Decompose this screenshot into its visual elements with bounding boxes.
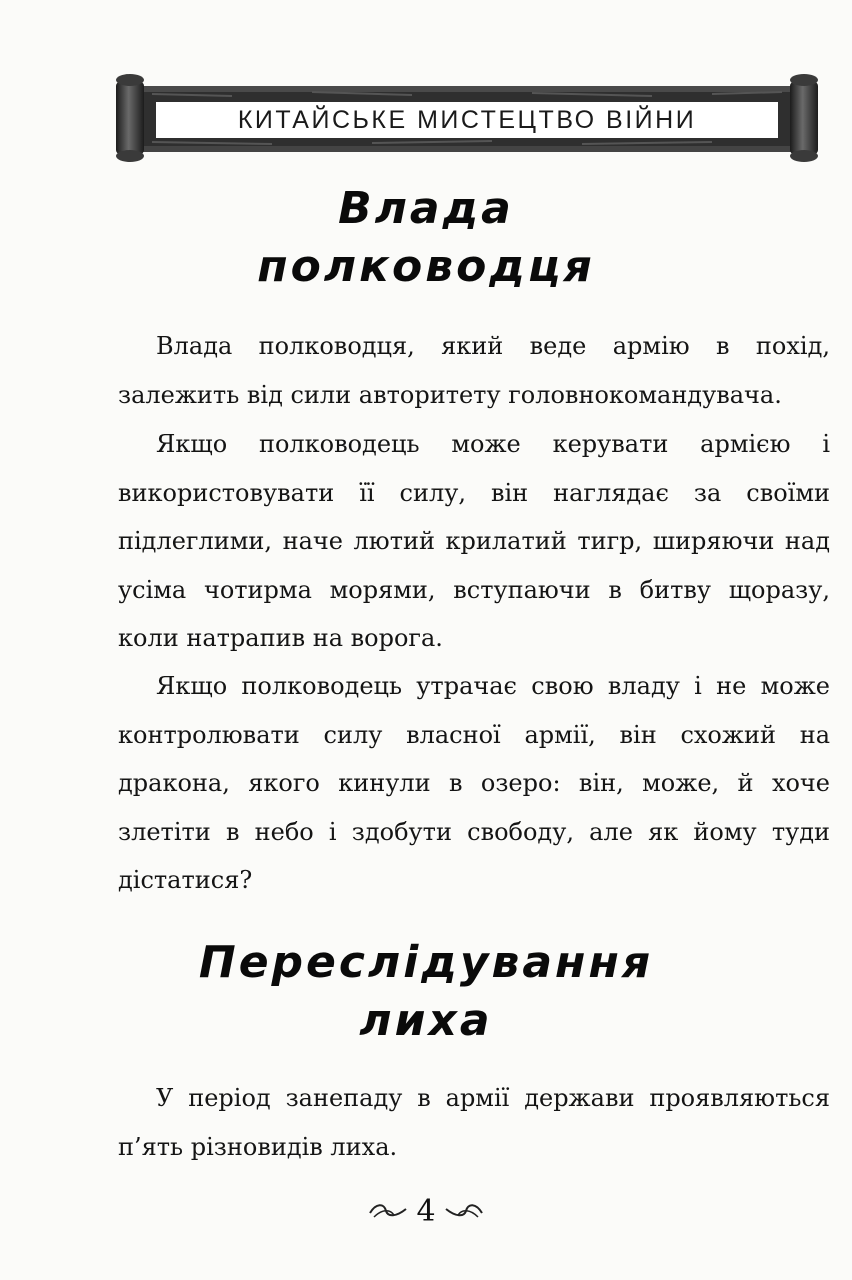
- paragraph: Якщо полководець утрачає свою владу і не може контролювати силу власної армії, він схожий на дракона, якого кинули в озеро: він, може, й хоче злетіти в небо і здобути свободу, але як йому туди дістатися?: [118, 672, 830, 894]
- header-scroll-banner: [112, 72, 822, 164]
- page-number: 4: [416, 1193, 436, 1229]
- swirl-left-icon: [368, 1201, 408, 1221]
- section-heading-peresliduvannia: [0, 934, 852, 1050]
- paragraph: Влада полководця, який веде армію в похід, залежить від сили авторитету головнокомандувача.: [118, 332, 830, 409]
- section-heading-vlada: [0, 180, 852, 296]
- running-header-title: КИТАЙСЬКЕ МИСТЕЦТВО ВІЙНИ: [156, 102, 778, 138]
- paragraph: У період занепаду в армії держави проявляються п’ять різновидів лиха.: [118, 1084, 830, 1161]
- swirl-right-icon: [444, 1201, 484, 1221]
- paragraph: Якщо полководець може керувати армією і використовувати її силу, він наглядає за своїми підлеглими, наче лютий крилатий тигр, ширяючи над усіма чотирма морями, вступаючи в битву щоразу, коли натрапив на ворога.: [118, 430, 830, 652]
- heading-line: полководця: [257, 241, 595, 292]
- heading-line: лиха: [359, 995, 493, 1046]
- heading-line: Переслідування: [198, 937, 654, 988]
- heading-line: Влада: [338, 183, 514, 234]
- page-folio: [366, 1186, 486, 1236]
